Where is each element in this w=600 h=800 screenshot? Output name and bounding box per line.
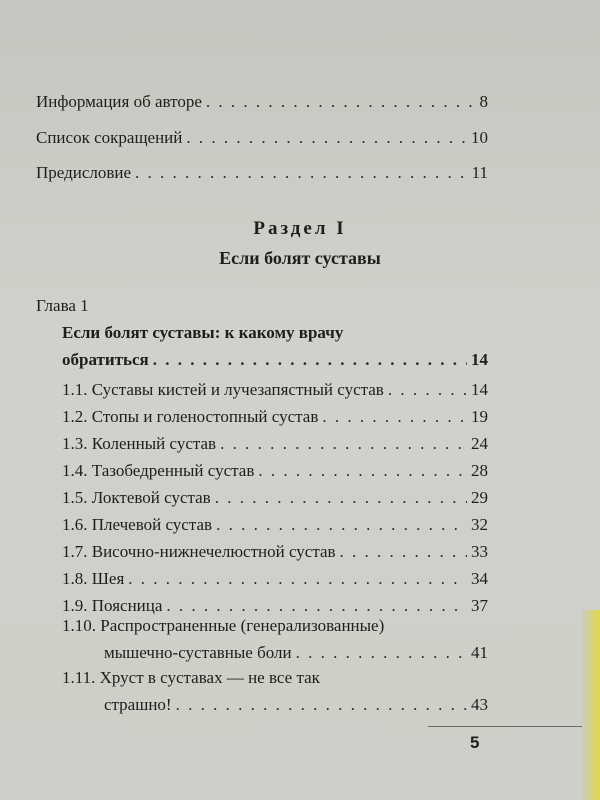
toc-entry-page: 14 — [471, 350, 488, 369]
toc-entry-label: 1.8. Шея — [62, 569, 125, 588]
toc-entry-1-8 — [62, 569, 488, 589]
toc-entry-page: 14 — [471, 380, 488, 399]
leader-dots — [186, 128, 467, 148]
chapter-title-line2: обратиться — [62, 350, 149, 369]
leader-dots — [206, 92, 476, 112]
toc-entry-label: 1.4. Тазобедренный сустав — [62, 461, 255, 480]
leader-dots — [176, 695, 467, 715]
leader-dots — [322, 407, 467, 427]
toc-entry-preface — [36, 163, 488, 183]
toc-entry-page: 29 — [471, 488, 488, 507]
toc-entry-label: Список сокращений — [36, 128, 183, 147]
toc-entry-label: 1.1. Суставы кистей и лучезапястный сустав — [62, 380, 384, 399]
chapter-title-line1: Если болят суставы: к какому врачу — [62, 323, 344, 342]
leader-dots — [215, 488, 467, 508]
toc-entry-label: мышечно-суставные боли — [104, 643, 292, 662]
leader-dots — [388, 380, 467, 400]
leader-dots — [258, 461, 467, 481]
toc-entry-label: 1.6. Плечевой сустав — [62, 515, 213, 534]
footer-rule — [428, 726, 600, 727]
toc-entry-label: страшно! — [104, 695, 172, 714]
toc-entry-page: 43 — [471, 695, 488, 714]
page-edge-shadow — [582, 610, 600, 800]
toc-entry-1-10-line1: 1.10. Распространенные (генерализованные) — [62, 616, 385, 635]
toc-entry-1-5 — [62, 488, 488, 508]
section-title: Если болят суставы — [219, 248, 381, 268]
toc-entry-label: 1.5. Локтевой сустав — [62, 488, 211, 507]
toc-entry-page: 37 — [471, 596, 488, 615]
toc-entry-page: 34 — [471, 569, 488, 588]
leader-dots — [216, 515, 467, 535]
toc-entry-page: 24 — [471, 434, 488, 453]
leader-dots — [128, 569, 467, 589]
toc-entry-1-2 — [62, 407, 488, 427]
toc-entry-page: 28 — [471, 461, 488, 480]
toc-entry-page: 32 — [471, 515, 488, 534]
toc-entry-1-7 — [62, 542, 488, 562]
toc-entry-label: 1.3. Коленный сустав — [62, 434, 217, 453]
toc-entry-1-11-line1: 1.11. Хруст в суставах — не все так — [62, 668, 320, 687]
toc-entry-abbreviations — [36, 128, 488, 148]
toc-entry-label: 1.9. Поясница — [62, 596, 163, 615]
toc-entry-1-11 — [104, 695, 488, 715]
leader-dots — [220, 434, 467, 454]
section-heading: Раздел I — [253, 218, 347, 239]
toc-entry-page: 41 — [471, 643, 488, 662]
toc-entry-page: 8 — [479, 92, 488, 111]
toc-entry-page: 11 — [471, 163, 488, 182]
leader-dots — [166, 596, 467, 616]
leader-dots — [340, 542, 467, 562]
leader-dots — [296, 643, 467, 663]
toc-entry-1-9 — [62, 596, 488, 616]
leader-dots — [153, 350, 467, 370]
toc-entry-1-1 — [62, 380, 488, 400]
toc-entry-1-3 — [62, 434, 488, 454]
toc-entry-label: 1.2. Стопы и голеностопный сустав — [62, 407, 319, 426]
chapter-label: Глава 1 — [36, 296, 89, 315]
toc-entry-page: 10 — [471, 128, 488, 147]
toc-entry-1-4 — [62, 461, 488, 481]
toc-entry-1-6 — [62, 515, 488, 535]
toc-entry-chapter-1 — [62, 350, 488, 370]
page-number: 5 — [470, 733, 480, 752]
toc-entry-1-10 — [104, 643, 488, 663]
leader-dots — [135, 163, 468, 183]
toc-entry-label: 1.7. Височно-нижнечелюстной сустав — [62, 542, 336, 561]
toc-entry-label: Предисловие — [36, 163, 132, 182]
toc-entry-label: Информация об авторе — [36, 92, 202, 111]
toc-entry-page: 19 — [471, 407, 488, 426]
toc-entry-page: 33 — [471, 542, 488, 561]
toc-entry-author-info — [36, 92, 488, 112]
